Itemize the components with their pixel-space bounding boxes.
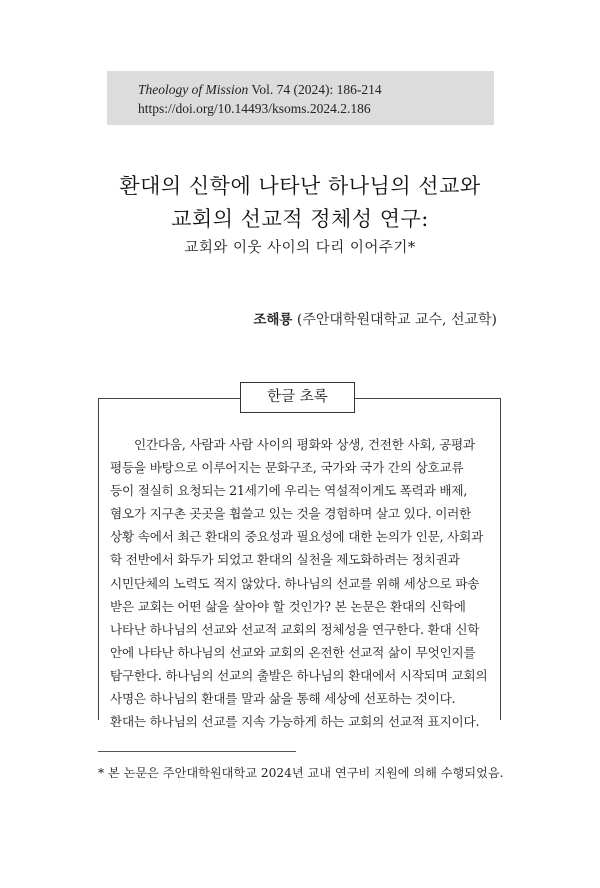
- doi-link[interactable]: https://doi.org/10.14493/ksoms.2024.2.186: [138, 101, 371, 116]
- abstract-line: 탐구한다. 하나님의 선교의 출발은 하나님의 환대에서 시작되며 교회의: [110, 667, 488, 683]
- abstract-line: 환대는 하나님의 선교를 지속 가능하게 하는 교회의 선교적 표지이다.: [110, 714, 480, 730]
- abstract-line: 시민단체의 노력도 적지 않았다. 하나님의 선교를 위해 세상으로 파송: [110, 575, 480, 591]
- abstract-line: 평등을 바탕으로 이루어지는 문화구조, 국가와 국가 간의 상호교류: [110, 460, 464, 476]
- author-name: 조해룡: [253, 312, 293, 328]
- abstract-line: 인간다움, 사람과 사람 사이의 평화와 상생, 건전한 사회, 공평과: [134, 437, 475, 452]
- abstract-line: 학 전반에서 화두가 되었고 환대의 실천을 제도화하려는 정치권과: [110, 552, 460, 568]
- abstract-heading: 한글 초록: [240, 382, 355, 413]
- title-line-2: 교회의 선교적 정체성 연구:: [171, 207, 429, 231]
- journal-citation: [138, 80, 494, 99]
- abstract-body: [110, 433, 488, 733]
- abstract-line: 상황 속에서 최근 환대의 중요성과 필요성에 대한 논의가 인문, 사회과: [110, 529, 484, 545]
- author-affiliation: (주안대학원대학교 교수, 선교학): [292, 312, 497, 328]
- footnote-divider: [98, 751, 296, 752]
- volume-info: Vol. 74 (2024): 186-214: [248, 82, 382, 97]
- abstract-line: 사명은 하나님의 환대를 말과 삶을 통해 세상에 선포하는 것이다.: [110, 691, 456, 707]
- abstract-line: 혐오가 지구촌 곳곳을 휩쓸고 있는 것을 경험하며 살고 있다. 이러한: [110, 506, 472, 522]
- footnote: * 본 논문은 주안대학원대학교 2024년 교내 연구비 지원에 의해 수행되었음.: [98, 766, 504, 780]
- abstract-line: 나타난 하나님의 선교와 선교적 교회의 정체성을 연구한다. 환대 신학: [110, 621, 480, 637]
- abstract-line: 등이 절실히 요청되는 21세기에 우리는 역설적이게도 폭력과 배제,: [110, 483, 468, 499]
- journal-citation-box: [107, 71, 494, 125]
- abstract-line: 안에 나타난 하나님의 선교와 교회의 온전한 선교적 삶이 무엇인지를: [110, 644, 476, 660]
- author-line: [253, 308, 497, 329]
- subtitle: 교회와 이웃 사이의 다리 이어주기*: [184, 240, 416, 256]
- abstract-line: 받은 교회는 어떤 삶을 살아야 할 것인가? 본 논문은 환대의 신학에: [110, 598, 466, 614]
- title-line-1: 환대의 신학에 나타난 하나님의 선교와: [119, 174, 481, 198]
- journal-name: Theology of Mission: [138, 82, 249, 97]
